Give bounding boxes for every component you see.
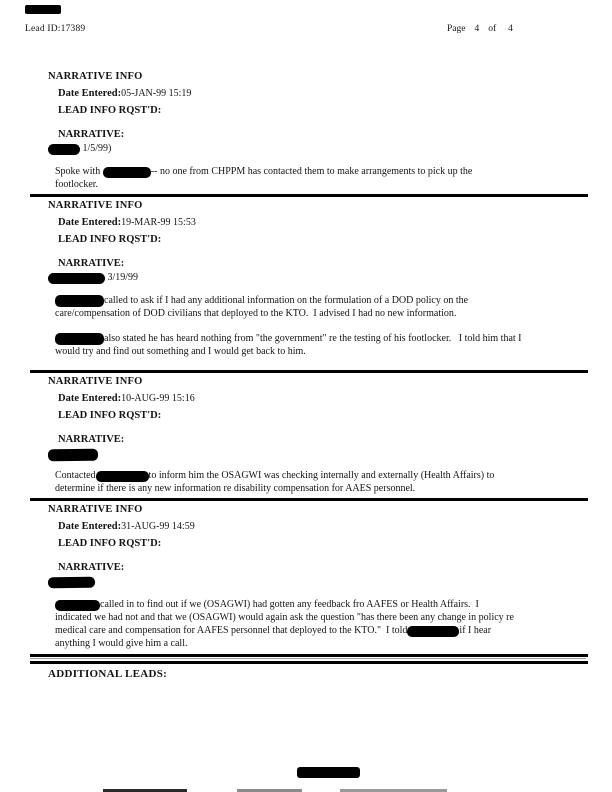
- date-entered-label: Date Entered:: [58, 217, 122, 228]
- narrative-section: [30, 199, 588, 373]
- text-line: footlocker.: [55, 179, 99, 190]
- date-entered-value: 05-JAN-99 15:19: [121, 88, 192, 99]
- section-title: NARRATIVE INFO: [48, 504, 143, 515]
- text-line: [55, 294, 588, 307]
- page-number: [447, 24, 513, 34]
- text-line: [55, 165, 588, 178]
- narrative-paragraph: [30, 332, 588, 358]
- section-divider-thin: [30, 658, 586, 659]
- page-label: Page: [447, 24, 466, 34]
- text-segment: called to ask if I had any additional information on the formulation of a DOD policy on the: [104, 295, 469, 306]
- lead-info-label: LEAD INFO RQST'D:: [58, 538, 162, 549]
- date-entered-value: 19-MAR-99 15:53: [121, 217, 196, 228]
- redaction-box: [55, 333, 104, 345]
- lead-info-row: [30, 409, 588, 422]
- redaction-box: [48, 577, 95, 588]
- text-segment: Contacted: [55, 470, 96, 481]
- section-divider: [30, 498, 588, 501]
- lead-info-label: LEAD INFO RQST'D:: [58, 410, 162, 421]
- document-body: [30, 70, 588, 680]
- text-line: determine if there is any new information re disability compensation for AAES personnel.: [55, 483, 416, 494]
- text-segment: Spoke with: [55, 166, 103, 177]
- section-divider: [30, 370, 588, 373]
- narrative-intro: [30, 142, 588, 156]
- page-of-label: of: [488, 24, 497, 34]
- date-entered-row: [30, 520, 588, 533]
- text-line: [55, 332, 588, 345]
- redaction-box-bottom-center: [297, 767, 360, 778]
- redaction-box: [48, 449, 98, 462]
- intro-date-text: 1/5/99): [80, 143, 112, 154]
- redaction-box: [55, 600, 100, 611]
- additional-leads-heading: ADDITIONAL LEADS:: [48, 668, 168, 680]
- date-entered-value: 31-AUG-99 14:59: [121, 521, 195, 532]
- date-entered-row: [30, 392, 588, 405]
- section-title: NARRATIVE INFO: [48, 71, 143, 82]
- section-divider: [30, 654, 588, 657]
- lead-info-row: [30, 104, 588, 117]
- lead-info-label: LEAD INFO RQST'D:: [58, 234, 162, 245]
- narrative-label: NARRATIVE:: [58, 129, 125, 140]
- lead-id: Lead ID:17389: [25, 24, 86, 34]
- text-segment: -- no one from CHPPM has contacted them to make arrangements to pick up the: [150, 166, 473, 177]
- text-segment: medical care and compensation for AAFES personnel that deployed to the KTO." I told: [55, 625, 408, 636]
- redaction-box: [103, 167, 151, 178]
- redaction-box: [407, 626, 459, 637]
- narrative-label: NARRATIVE:: [58, 562, 125, 573]
- text-segment: also stated he has heard nothing from "the government" re the testing of his footlocker. I told him that I: [104, 333, 522, 344]
- lead-info-label: LEAD INFO RQST'D:: [58, 105, 162, 116]
- date-entered-label: Date Entered:: [58, 393, 122, 404]
- section-divider: [30, 661, 588, 664]
- text-line: anything I would give him a call.: [55, 638, 188, 649]
- narrative-paragraph: [30, 598, 588, 650]
- redaction-box-top-left: [25, 5, 61, 14]
- date-entered-label: Date Entered:: [58, 88, 122, 99]
- date-entered-row: [30, 87, 588, 100]
- redaction-box: [96, 471, 149, 482]
- date-entered-value: 10-AUG-99 15:16: [121, 393, 195, 404]
- text-line: indicated we had not and that we (OSAGWI) would again ask the question "has there been any change in policy re: [55, 612, 514, 623]
- narrative-label: NARRATIVE:: [58, 258, 125, 269]
- text-line: [55, 469, 588, 482]
- date-entered-label: Date Entered:: [58, 521, 122, 532]
- narrative-paragraph: [30, 165, 588, 191]
- narrative-section: [30, 503, 588, 664]
- section-divider: [30, 194, 588, 197]
- narrative-label: NARRATIVE:: [58, 434, 125, 445]
- text-segment: called in to find out if we (OSAGWI) had gotten any feedback fro AAFES or Health Affairs. I: [100, 599, 479, 610]
- section-title: NARRATIVE INFO: [48, 376, 143, 387]
- intro-date-text: 3/19/99: [105, 272, 139, 283]
- text-segment: if I hear: [459, 625, 492, 636]
- redaction-box: [55, 295, 104, 307]
- lead-info-row: [30, 233, 588, 246]
- text-line: care/compensation of DOD civilians that deployed to the KTO. I advised I had no new information.: [55, 308, 457, 319]
- lead-info-row: [30, 537, 588, 550]
- narrative-section: [30, 375, 588, 501]
- text-line: [55, 624, 588, 637]
- redaction-box: [48, 144, 80, 155]
- narrative-intro: [30, 271, 588, 285]
- redaction-box: [48, 273, 105, 284]
- page-total: 4: [508, 24, 513, 34]
- narrative-section: [30, 70, 588, 197]
- section-title: NARRATIVE INFO: [48, 200, 143, 211]
- date-entered-row: [30, 216, 588, 229]
- narrative-paragraph: [30, 294, 588, 320]
- text-line: [55, 598, 588, 611]
- narrative-paragraph: [30, 469, 588, 495]
- text-segment: to inform him the OSAGWI was checking internally and externally (Health Affairs) to: [148, 470, 495, 481]
- text-line: would try and find out something and I would get back to him.: [55, 346, 306, 357]
- page-current: 4: [474, 24, 480, 34]
